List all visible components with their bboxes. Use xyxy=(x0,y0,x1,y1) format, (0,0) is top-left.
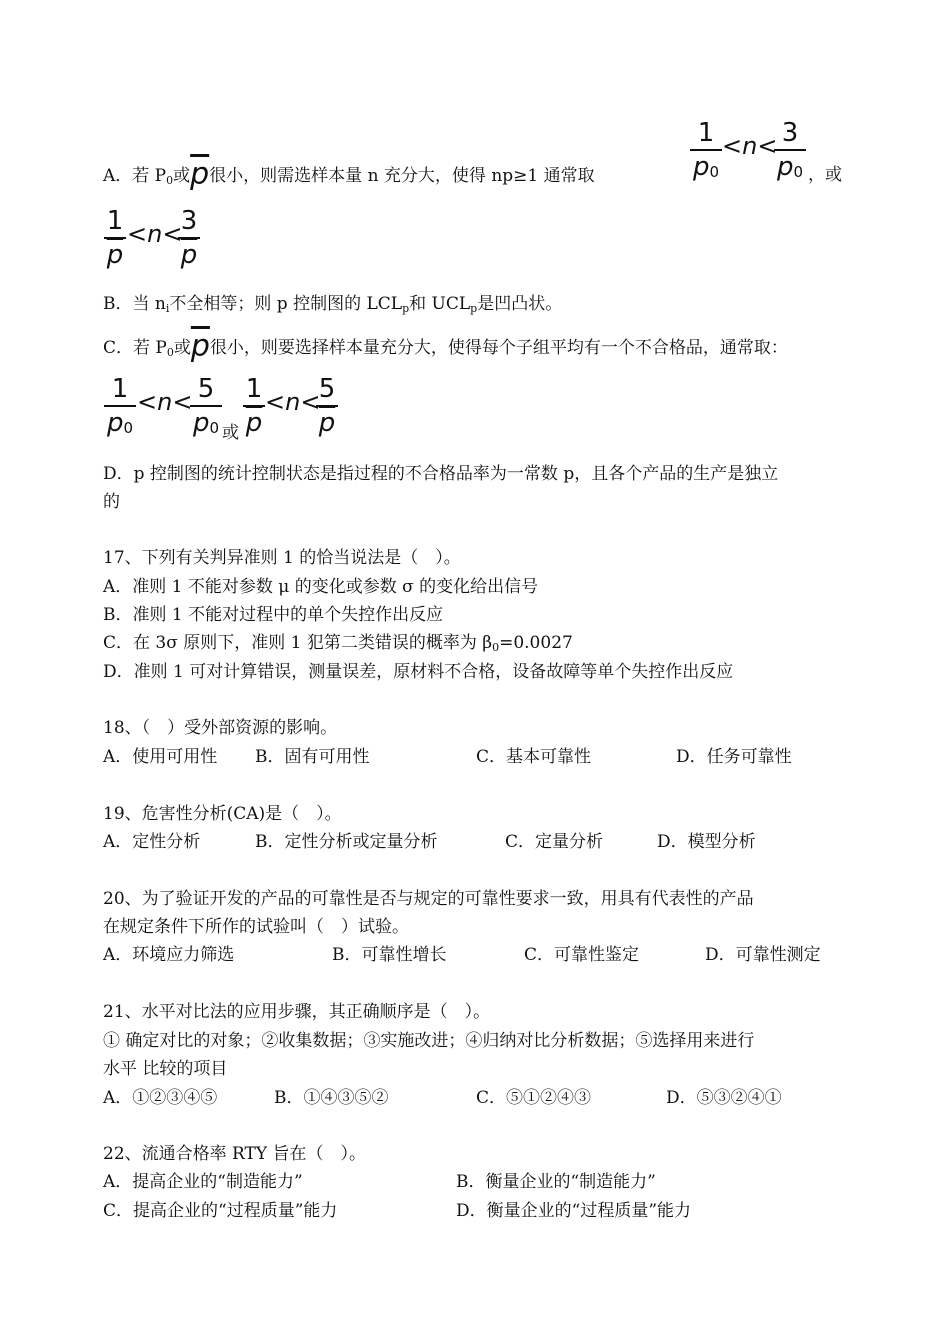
q22-option-d: D．衡量企业的“过程质量”能力 xyxy=(456,1201,692,1221)
q20-option-b: B．可靠性增长 xyxy=(332,945,447,965)
q19-option-c: C．定量分析 xyxy=(505,832,604,852)
q16-option-c: C．若 $P_0$或$\overline{p}$很小，则要选择样本量充分大，使得每个子组平均有一个不合格品，通常取： xyxy=(103,329,788,364)
q16-option-a: A．若 $P_0$或$\overline{p}$很小，则需选样本量 n 充分大，使得 np≥1 通常取 xyxy=(103,157,595,192)
q22-option-a: A．提高企业的“制造能力” xyxy=(103,1172,303,1192)
q17-option-a: A．准则 1 不能对参数 μ 的变化或参数 σ 的变化给出信号 xyxy=(103,577,539,597)
q21-option-d: D．⑤③②④① xyxy=(666,1088,782,1108)
q18-stem: 18、（ ）受外部资源的影响。 xyxy=(103,718,338,738)
fraction-1-over-p0: 1 p0 xyxy=(690,118,722,187)
or-text: 或 xyxy=(222,423,239,443)
inequality-operator: <n< xyxy=(127,220,183,248)
q21-option-c: C．⑤①②④③ xyxy=(476,1088,592,1108)
q18-option-d: D．任务可靠性 xyxy=(676,747,792,767)
q22-option-b: B．衡量企业的“制造能力” xyxy=(456,1172,656,1192)
q16-option-b: B．当 $n_i$不全相等；则 p 控制图的 $LCL_p$和 $UCL_p$是凹凸状。 xyxy=(103,294,563,315)
q17-option-c: C．在 3σ 原则下，准则 1 犯第二类错误的概率为 $\beta_0=0.0027$ xyxy=(103,633,573,654)
fraction-5-over-p0: 5 p0 xyxy=(190,374,222,443)
q16-option-d-line1: D．p 控制图的统计控制状态是指过程的不合格品率为一常数 p，且各个产品的生产是独立 xyxy=(103,464,779,484)
q20-stem-line2: 在规定条件下所作的试验叫（ ）试验。 xyxy=(103,917,409,937)
q17-stem: 17、下列有关判异准则 1 的恰当说法是（ ）。 xyxy=(103,548,461,568)
q16-option-d-line2: 的 xyxy=(103,492,120,512)
q21-option-b: B．①④③⑤② xyxy=(274,1088,389,1108)
inequality-operator: <n< xyxy=(722,132,778,160)
q19-option-a: A．定性分析 xyxy=(103,832,201,852)
q21-desc-line2: 水平 比较的项目 xyxy=(103,1059,228,1079)
fraction-3-over-pbar: $\frac{3}{p}$ xyxy=(178,206,200,270)
q19-option-b: B．定性分析或定量分析 xyxy=(255,832,438,852)
q17-option-b: B．准则 1 不能对过程中的单个失控作出反应 xyxy=(103,605,444,625)
q21-desc-line1: ① 确定对比的对象；②收集数据；③实施改进；④归纳对比分析数据；⑤选择用来进行 xyxy=(103,1031,755,1051)
q22-stem: 22、流通合格率 RTY 旨在（ ）。 xyxy=(103,1144,367,1164)
q21-option-a: A．①②③④⑤ xyxy=(103,1088,218,1108)
q20-option-c: C．可靠性鉴定 xyxy=(524,945,640,965)
q19-option-d: D．模型分析 xyxy=(657,832,756,852)
q20-option-a: A．环境应力筛选 xyxy=(103,945,235,965)
q20-stem-line1: 20、为了验证开发的产品的可靠性是否与规定的可靠性要求一致，用具有代表性的产品 xyxy=(103,889,754,909)
q21-stem: 21、水平对比法的应用步骤，其正确顺序是（ ）。 xyxy=(103,1002,491,1022)
p-bar-symbol: $\overline{p}$ xyxy=(190,157,210,192)
p-bar-symbol: $\overline{p}$ xyxy=(190,329,210,364)
fraction-1-over-p0: 1 p0 xyxy=(104,374,136,443)
fraction-1-over-pbar: $\frac{1}{p}$ xyxy=(104,206,126,270)
q19-stem: 19、危害性分析(CA)是（ ）。 xyxy=(103,804,342,824)
or-text: ，或 xyxy=(808,165,842,185)
q22-option-c: C．提高企业的“过程质量”能力 xyxy=(103,1201,338,1221)
q17-option-d: D．准则 1 可对计算错误，测量误差，原材料不合格，设备故障等单个失控作出反应 xyxy=(103,662,734,682)
q18-option-c: C．基本可靠性 xyxy=(476,747,592,767)
fraction-3-over-p0: 3 p0 xyxy=(774,118,806,187)
inequality-operator: <n< xyxy=(137,388,193,416)
fraction-1-over-pbar: $\frac{1}{p}$ xyxy=(243,374,265,438)
inequality-operator: <n< xyxy=(265,388,321,416)
q18-option-a: A．使用可用性 xyxy=(103,747,218,767)
q20-option-d: D．可靠性测定 xyxy=(705,945,821,965)
fraction-5-over-pbar: $\frac{5}{p}$ xyxy=(316,374,338,438)
q18-option-b: B．固有可用性 xyxy=(255,747,370,767)
